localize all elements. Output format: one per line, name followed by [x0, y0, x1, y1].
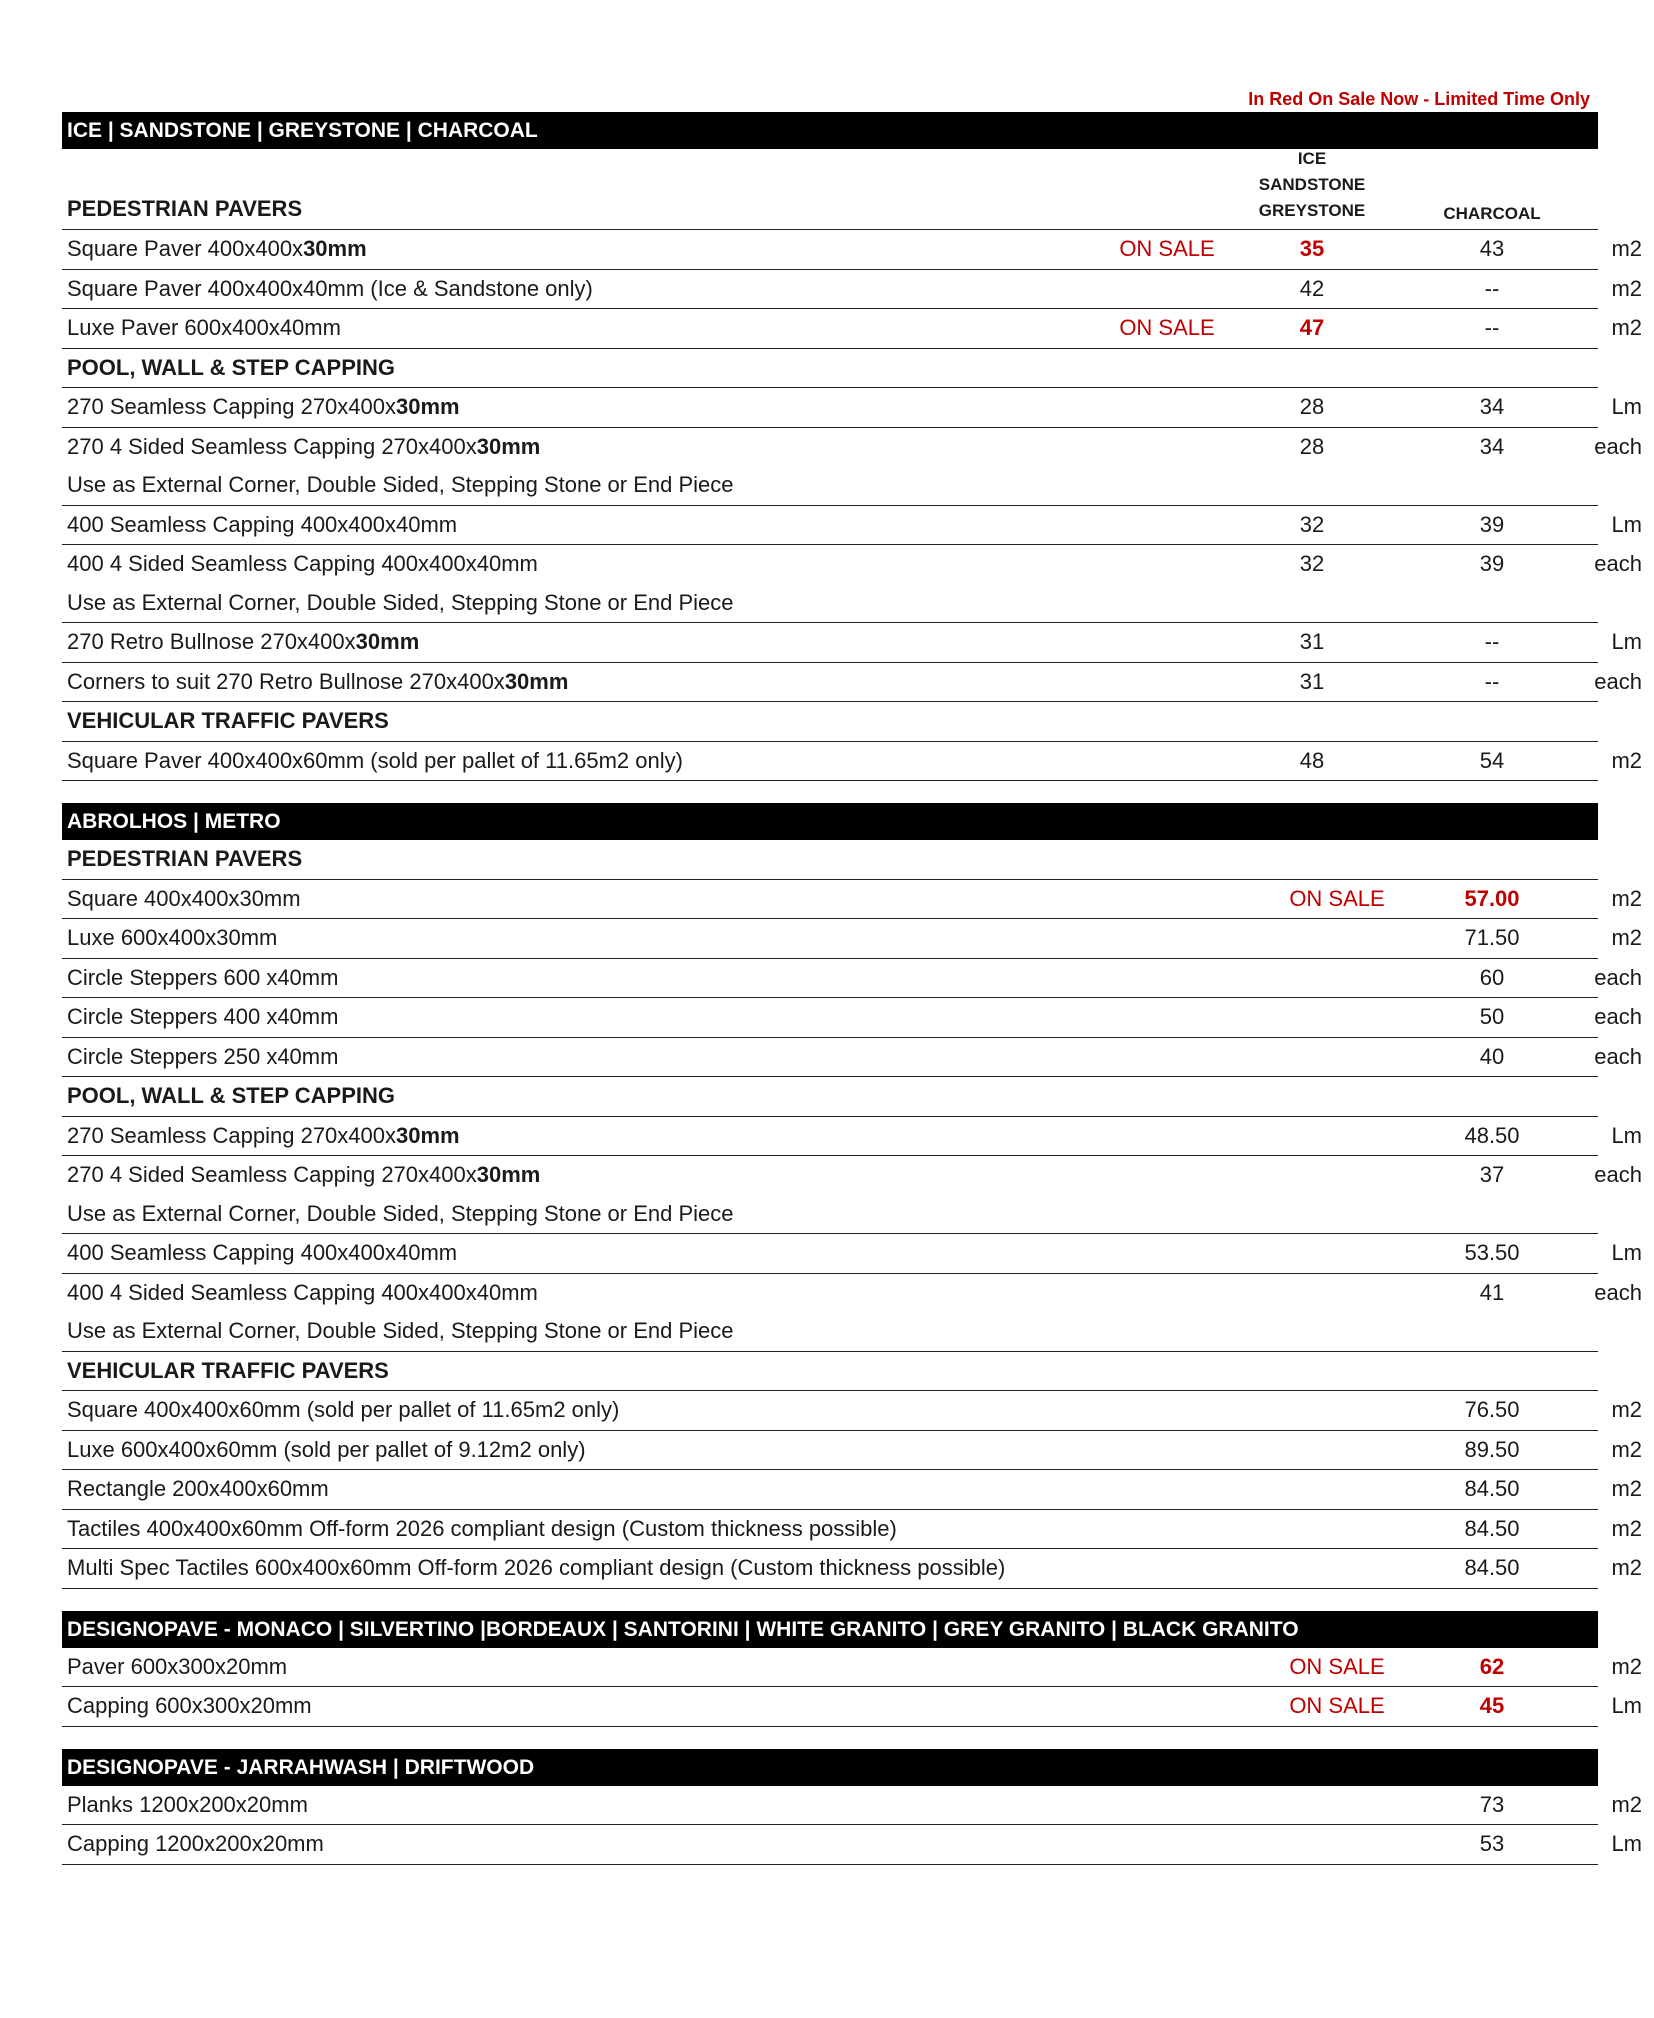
price-list-page — [62, 86, 1642, 1887]
row-description: Square Paver 400x400x40mm (Ice & Sandstone only) — [67, 275, 593, 301]
desc-bold: 30mm — [396, 394, 460, 419]
row-description: 400 4 Sided Seamless Capping 400x400x40mm — [67, 1279, 538, 1305]
desc-text: Corners to suit 270 Retro Bullnose 270x400x — [67, 668, 505, 694]
price-charcoal: -- — [1484, 629, 1500, 654]
unit: each — [1594, 1162, 1642, 1187]
section-ice-sandstone — [62, 112, 1642, 781]
on-sale-label: ON SALE — [1289, 1693, 1385, 1718]
row-description: Circle Steppers 600 x40mm — [67, 964, 339, 990]
table-row — [62, 998, 1642, 1038]
price: 62 — [1479, 1653, 1505, 1679]
subheading: VEHICULAR TRAFFIC PAVERS — [67, 708, 389, 733]
unit: m2 — [1611, 1476, 1642, 1501]
price-charcoal: -- — [1484, 275, 1500, 301]
table-row — [62, 1786, 1642, 1826]
price: 53.50 — [1464, 1240, 1520, 1265]
unit: each — [1594, 1043, 1642, 1069]
price: 45 — [1479, 1693, 1505, 1718]
unit: m2 — [1611, 1653, 1642, 1679]
desc-text: 270 4 Sided Seamless Capping 270x400x — [67, 433, 477, 459]
desc-bold: 30mm — [504, 668, 569, 694]
desc-bold: 30mm — [355, 629, 420, 654]
row-description: Square 400x400x30mm — [67, 885, 301, 911]
price-ice-sandstone: 28 — [1299, 433, 1325, 459]
note-row — [62, 584, 1598, 624]
section-header: ICE | SANDSTONE | GREYSTONE | CHARCOAL — [62, 112, 1598, 149]
subheading-row — [62, 840, 1598, 880]
unit: Lm — [1611, 394, 1642, 419]
table-row — [62, 230, 1642, 270]
row-description: 400 Seamless Capping 400x400x40mm — [67, 511, 458, 537]
unit: m2 — [1611, 315, 1642, 340]
unit: Lm — [1611, 1122, 1642, 1148]
table-row — [62, 1687, 1642, 1727]
row-description: Circle Steppers 400 x40mm — [67, 1004, 339, 1029]
unit: each — [1594, 1004, 1642, 1029]
row-description — [67, 388, 460, 427]
column-header-line: ICE — [1297, 149, 1327, 168]
price-ice-sandstone: 42 — [1299, 275, 1325, 301]
unit: m2 — [1611, 1515, 1642, 1541]
price-charcoal: 34 — [1479, 394, 1505, 419]
row-description — [67, 1117, 460, 1156]
row-description: Square 400x400x60mm (sold per pallet of 11.65m2 only) — [67, 1397, 620, 1422]
table-row — [62, 742, 1642, 782]
price-charcoal: -- — [1484, 668, 1500, 694]
unit: m2 — [1611, 1436, 1642, 1462]
row-note: Use as External Corner, Double Sided, Stepping Stone or End Piece — [67, 1200, 734, 1226]
row-description: Capping 600x300x20mm — [67, 1693, 312, 1718]
row-description — [67, 230, 367, 269]
table-row — [62, 1431, 1642, 1471]
on-sale-label: ON SALE — [1289, 1653, 1385, 1679]
unit: Lm — [1611, 1693, 1642, 1718]
subheading-row — [62, 349, 1598, 389]
column-header-charcoal: CHARCOAL — [1443, 204, 1541, 223]
subheading-row — [62, 1077, 1598, 1117]
price: 53 — [1479, 1831, 1505, 1856]
unit: Lm — [1611, 1831, 1642, 1856]
table-row — [62, 1549, 1642, 1589]
unit: m2 — [1611, 1791, 1642, 1817]
row-note: Use as External Corner, Double Sided, Stepping Stone or End Piece — [67, 472, 734, 497]
row-description: 400 4 Sided Seamless Capping 400x400x40mm — [67, 551, 538, 576]
subheading: VEHICULAR TRAFFIC PAVERS — [67, 1357, 389, 1383]
column-header-row — [62, 149, 1598, 230]
table-row — [62, 1234, 1642, 1274]
subheading-row — [62, 702, 1598, 742]
unit: m2 — [1611, 275, 1642, 301]
unit: m2 — [1611, 925, 1642, 950]
on-sale-label: ON SALE — [1119, 315, 1215, 340]
row-description: 400 Seamless Capping 400x400x40mm — [67, 1240, 458, 1265]
row-description: Planks 1200x200x20mm — [67, 1791, 308, 1817]
desc-text: 270 Seamless Capping 270x400x — [67, 394, 397, 419]
note-row — [62, 1195, 1598, 1235]
table-row — [62, 1470, 1642, 1510]
price-ice-sandstone: 32 — [1299, 511, 1325, 537]
section-designopave-monaco — [62, 1611, 1642, 1727]
subheading: PEDESTRIAN PAVERS — [67, 846, 303, 871]
table-row — [62, 388, 1642, 428]
desc-text: 270 Seamless Capping 270x400x — [67, 1122, 397, 1148]
on-sale-label: ON SALE — [1119, 236, 1215, 261]
price: 40 — [1479, 1043, 1505, 1069]
price: 57.00 — [1464, 885, 1520, 911]
column-header-line: GREYSTONE — [1258, 201, 1366, 220]
column-header-ice-sandstone-greystone — [1232, 146, 1392, 224]
price: 48.50 — [1464, 1122, 1520, 1148]
row-description — [67, 428, 540, 467]
table-row — [62, 1510, 1642, 1550]
table-row — [62, 1825, 1642, 1865]
desc-bold: 30mm — [476, 433, 541, 459]
unit: m2 — [1611, 747, 1642, 773]
subheading: PEDESTRIAN PAVERS — [67, 196, 303, 221]
note-row — [62, 466, 1598, 506]
subheading: POOL, WALL & STEP CAPPING — [67, 1083, 396, 1108]
price: 76.50 — [1464, 1397, 1520, 1422]
row-note: Use as External Corner, Double Sided, Stepping Stone or End Piece — [67, 589, 734, 615]
table-row — [62, 1648, 1642, 1688]
unit: m2 — [1611, 236, 1642, 261]
table-row — [62, 1274, 1642, 1313]
table-row — [62, 919, 1642, 959]
table-row — [62, 545, 1642, 584]
unit: m2 — [1611, 1555, 1642, 1580]
table-row — [62, 959, 1642, 999]
price: 50 — [1479, 1004, 1505, 1029]
section-header: DESIGNOPAVE - MONACO | SILVERTINO |BORDEAUX | SANTORINI | WHITE GRANITO | GREY GRANITO | BLACK GRANITO — [62, 1611, 1598, 1648]
price-ice-sandstone: 28 — [1299, 394, 1325, 419]
price-ice-sandstone: 47 — [1299, 315, 1325, 340]
row-description: Square Paver 400x400x60mm (sold per pallet of 11.65m2 only) — [67, 747, 683, 773]
row-description: Luxe Paver 600x400x40mm — [67, 315, 341, 340]
row-description: Multi Spec Tactiles 600x400x60mm Off-form 2026 compliant design (Custom thickness possible) — [67, 1555, 1006, 1580]
row-description — [67, 623, 419, 662]
price-charcoal: 43 — [1479, 236, 1505, 261]
section-abrolhos-metro — [62, 803, 1642, 1589]
desc-text: 270 4 Sided Seamless Capping 270x400x — [67, 1162, 477, 1187]
section-header: ABROLHOS | METRO — [62, 803, 1598, 840]
table-row — [62, 663, 1642, 703]
price-charcoal: 39 — [1479, 551, 1505, 576]
price-ice-sandstone: 31 — [1299, 629, 1325, 654]
unit: m2 — [1611, 885, 1642, 911]
price: 60 — [1479, 964, 1505, 990]
row-description — [67, 1156, 540, 1195]
subheading: POOL, WALL & STEP CAPPING — [67, 354, 396, 380]
unit: Lm — [1611, 1240, 1642, 1265]
row-description — [67, 663, 568, 702]
unit: each — [1594, 433, 1642, 459]
price-charcoal: 54 — [1479, 747, 1505, 773]
table-row — [62, 1156, 1642, 1195]
unit: each — [1594, 668, 1642, 694]
row-description: Luxe 600x400x30mm — [67, 925, 278, 950]
on-sale-label: ON SALE — [1289, 885, 1385, 911]
price-ice-sandstone: 31 — [1299, 668, 1325, 694]
row-description: Rectangle 200x400x60mm — [67, 1476, 329, 1501]
section-header: DESIGNOPAVE - JARRAHWASH | DRIFTWOOD — [62, 1749, 1598, 1786]
price: 84.50 — [1464, 1476, 1520, 1501]
row-description: Paver 600x300x20mm — [67, 1653, 288, 1679]
unit: each — [1594, 964, 1642, 990]
unit: Lm — [1611, 629, 1642, 654]
unit: each — [1594, 1279, 1642, 1305]
sale-notice: In Red On Sale Now - Limited Time Only — [1248, 89, 1590, 109]
table-row — [62, 623, 1642, 663]
table-row — [62, 880, 1642, 920]
unit: Lm — [1611, 511, 1642, 537]
row-description: Tactiles 400x400x60mm Off-form 2026 compliant design (Custom thickness possible) — [67, 1515, 897, 1541]
unit: m2 — [1611, 1397, 1642, 1422]
table-row — [62, 270, 1642, 310]
table-row — [62, 428, 1642, 467]
price: 84.50 — [1464, 1555, 1520, 1580]
price-ice-sandstone: 48 — [1299, 747, 1325, 773]
desc-text: Square Paver 400x400x — [67, 236, 304, 261]
desc-text: 270 Retro Bullnose 270x400x — [67, 629, 356, 654]
row-description: Luxe 600x400x60mm (sold per pallet of 9.12m2 only) — [67, 1436, 586, 1462]
price-charcoal: 34 — [1479, 433, 1505, 459]
desc-bold: 30mm — [476, 1162, 541, 1187]
price: 89.50 — [1464, 1436, 1520, 1462]
price-charcoal: 39 — [1479, 511, 1505, 537]
price-ice-sandstone: 35 — [1299, 236, 1325, 261]
row-note: Use as External Corner, Double Sided, Stepping Stone or End Piece — [67, 1318, 734, 1343]
table-row — [62, 1391, 1642, 1431]
price: 84.50 — [1464, 1515, 1520, 1541]
subheading-row — [62, 1352, 1598, 1392]
table-row — [62, 1038, 1642, 1078]
row-description: Capping 1200x200x20mm — [67, 1831, 324, 1856]
table-row — [62, 506, 1642, 546]
price-ice-sandstone: 32 — [1299, 551, 1325, 576]
price: 41 — [1479, 1279, 1505, 1305]
table-row — [62, 309, 1642, 349]
desc-bold: 30mm — [303, 236, 367, 261]
price: 37 — [1479, 1162, 1505, 1187]
section-designopave-jarrahwash — [62, 1749, 1642, 1865]
unit: each — [1594, 551, 1642, 576]
desc-bold: 30mm — [396, 1122, 460, 1148]
table-row — [62, 1117, 1642, 1157]
note-row — [62, 1312, 1598, 1352]
price: 73 — [1479, 1791, 1505, 1817]
price: 71.50 — [1464, 925, 1520, 950]
price-charcoal: -- — [1484, 315, 1500, 340]
row-description: Circle Steppers 250 x40mm — [67, 1043, 339, 1069]
column-header-line: SANDSTONE — [1258, 175, 1366, 194]
